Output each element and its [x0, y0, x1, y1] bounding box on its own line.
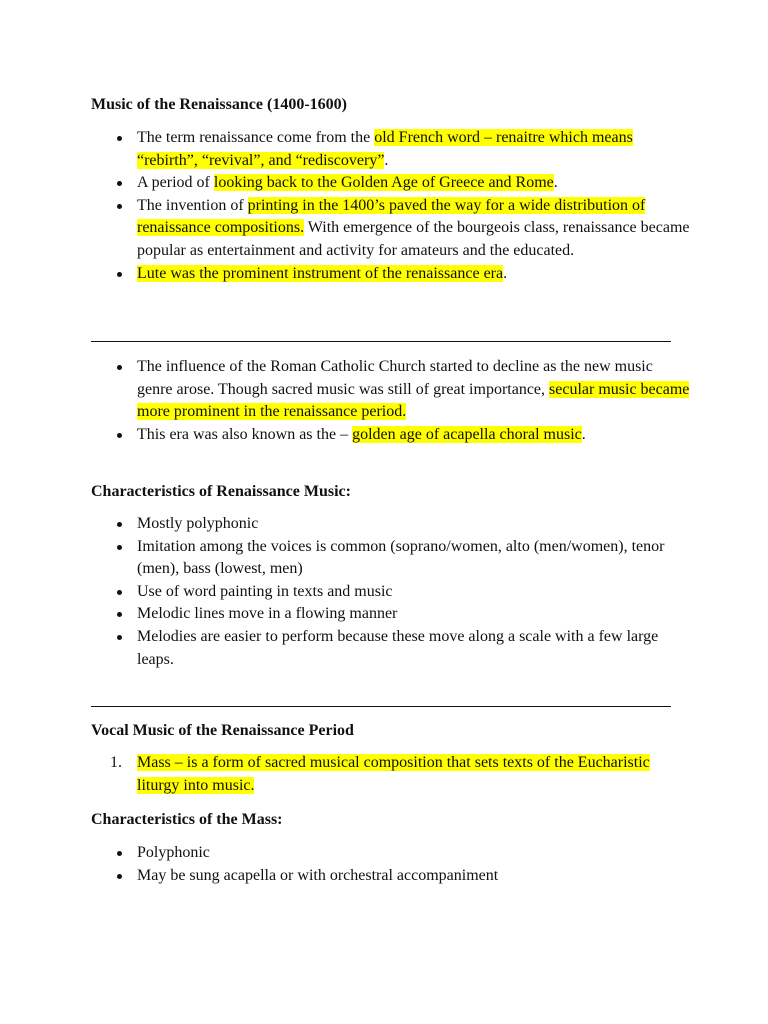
influence-list — [91, 356, 691, 446]
list-item: The influence of the Roman Catholic Church started to decline as the new music genre arose. Though sacred music was still of great importance, secular music became more prominent in the renaissance period. — [91, 356, 691, 424]
section-divider — [91, 341, 671, 342]
list-item: May be sung acapella or with orchestral accompaniment — [91, 865, 691, 888]
vocal-music-heading: Vocal Music of the Renaissance Period — [91, 722, 354, 739]
highlight: secular music became more prominent in the renaissance period. — [137, 380, 690, 421]
list-item: Melodic lines move in a flowing manner — [91, 603, 691, 626]
list-item: Use of word painting in texts and music — [91, 581, 691, 604]
list-item: The term renaissance come from the old French word – renaitre which means “rebirth”, “revival”, and “rediscovery”. — [91, 127, 691, 172]
list-item — [91, 752, 691, 797]
characteristics-heading: Characteristics of Renaissance Music: — [91, 483, 351, 500]
highlight: Lute was the prominent instrument of the renaissance era — [137, 264, 504, 282]
list-item: The invention of printing in the 1400’s paved the way for a wide distribution of renaissance compositions. With emergence of the bourgeois class, renaissance became popular as entertainment and activity for amateurs and the educated. — [91, 195, 691, 263]
mass-characteristics-heading: Characteristics of the Mass: — [91, 811, 283, 828]
list-item: Mostly polyphonic — [91, 513, 691, 536]
characteristics-list — [91, 513, 691, 671]
list-item: Melodies are easier to perform because these move along a scale with a few large leaps. — [91, 626, 691, 671]
highlight: old French word – renaitre which means “rebirth”, “revival”, and “rediscovery” — [137, 129, 633, 169]
section-divider — [91, 706, 671, 707]
mass-characteristics-list — [91, 842, 691, 887]
highlight: golden age of acapella choral music — [352, 425, 582, 443]
intro-list — [91, 127, 691, 285]
list-item: Polyphonic — [91, 842, 691, 865]
highlight: printing in the 1400’s paved the way for a wide distribution of renaissance compositions. — [137, 196, 646, 237]
highlight: looking back to the Golden Age of Greece and Rome — [213, 174, 554, 192]
vocal-music-list — [91, 752, 691, 797]
list-number: 1. — [110, 754, 122, 771]
document-title: Music of the Renaissance (1400-1600) — [91, 96, 347, 113]
list-item: A period of looking back to the Golden Age of Greece and Rome. — [91, 172, 691, 195]
list-item: Lute was the prominent instrument of the renaissance era. — [91, 263, 691, 286]
highlight: Mass – is a form of sacred musical composition that sets texts of the Eucharistic liturgy into music. — [137, 754, 650, 794]
list-item: This era was also known as the – golden age of acapella choral music. — [91, 424, 691, 447]
list-item: Imitation among the voices is common (soprano/women, alto (men/women), tenor (men), bass (lowest, men) — [91, 536, 691, 581]
